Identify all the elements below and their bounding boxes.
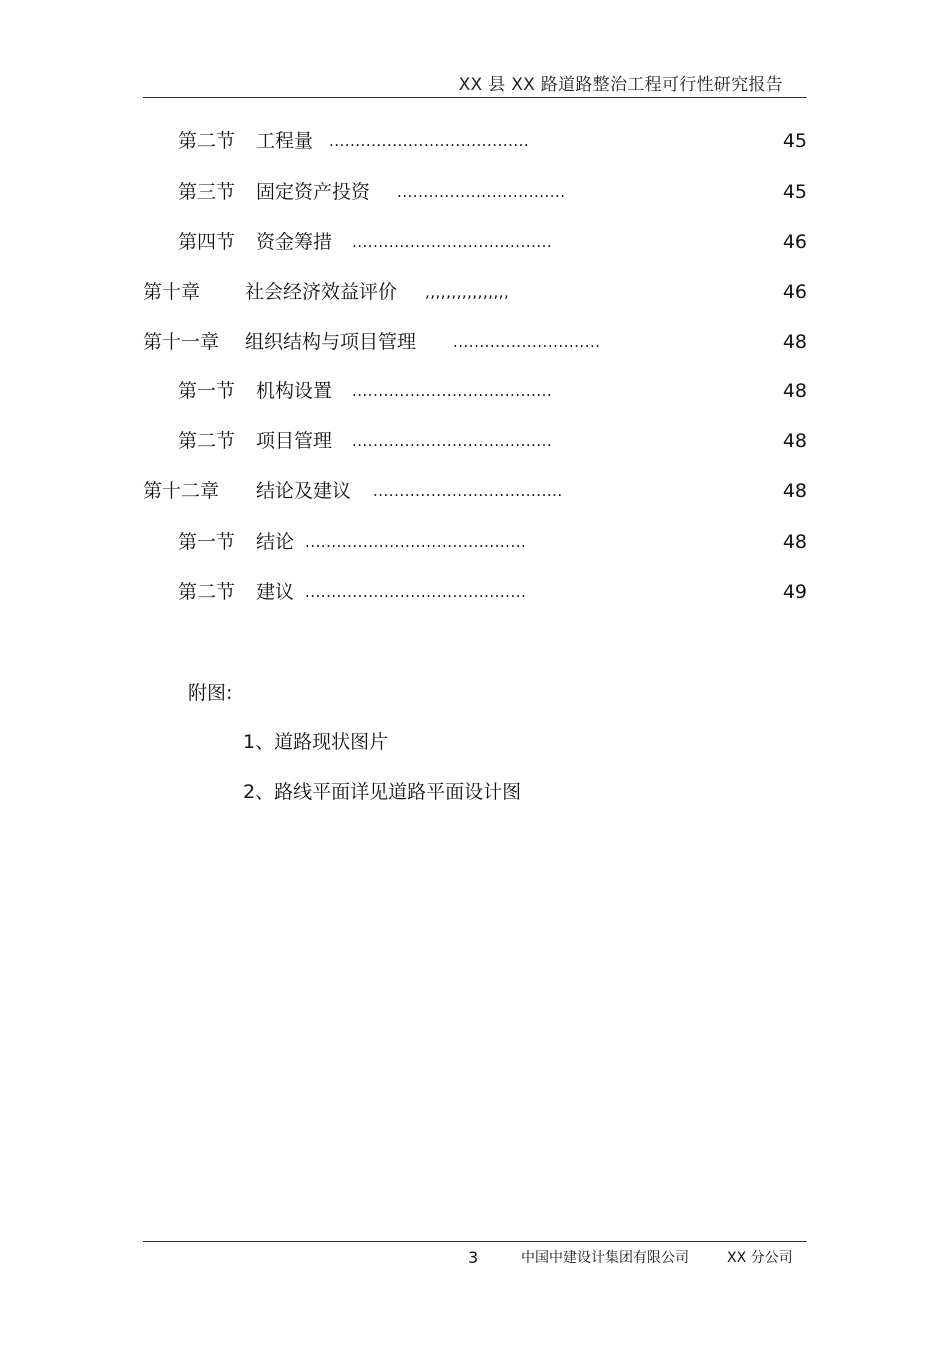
footer-divider xyxy=(143,1241,807,1242)
toc-entry-page: 48 xyxy=(782,380,807,402)
toc-entry-title: 社会经济效益评价 xyxy=(245,281,398,303)
toc-entry[interactable] xyxy=(0,476,950,506)
toc-entry[interactable] xyxy=(0,227,950,257)
toc-entry-page: 48 xyxy=(782,531,807,553)
toc-leader-dots: ,,,,,,,,,,,,,,,, xyxy=(425,283,510,301)
toc-leader-dots: .......................................... xyxy=(305,533,527,551)
toc-entry-label: 第二节 xyxy=(178,581,236,603)
toc-leader-dots: ...................................... xyxy=(352,432,553,450)
appendix-item: 1、道路现状图片 xyxy=(243,731,389,753)
header-divider xyxy=(143,97,807,98)
toc-entry-label: 第十章 xyxy=(143,281,201,303)
toc-entry-page: 48 xyxy=(782,430,807,452)
toc-entry-label: 第一节 xyxy=(178,531,236,553)
toc-entry-label: 第四节 xyxy=(178,231,236,253)
toc-entry-title: 项目管理 xyxy=(256,430,333,452)
toc-leader-dots: ...................................... xyxy=(352,382,553,400)
toc-entry-page: 48 xyxy=(782,331,807,353)
company-name: 中国中建设计集团有限公司 xyxy=(521,1250,689,1266)
toc-entry-label: 第二节 xyxy=(178,130,236,152)
branch-name: XX 分公司 xyxy=(727,1250,793,1266)
toc-entry[interactable] xyxy=(0,277,950,307)
toc-entry-title: 结论及建议 xyxy=(256,480,352,502)
toc-entry-title: 建议 xyxy=(256,581,295,603)
toc-entry[interactable] xyxy=(0,527,950,557)
toc-entry-title: 固定资产投资 xyxy=(256,181,371,203)
appendix-heading: 附图: xyxy=(188,682,233,704)
toc-entry-title: 组织结构与项目管理 xyxy=(245,331,417,353)
toc-leader-dots: ............................ xyxy=(453,333,601,351)
toc-entry-title: 资金筹措 xyxy=(256,231,333,253)
toc-leader-dots: ...................................... xyxy=(352,233,553,251)
toc-entry[interactable] xyxy=(0,177,950,207)
toc-entry-title: 工程量 xyxy=(256,130,314,152)
toc-entry-page: 48 xyxy=(782,480,807,502)
page-number: 3 xyxy=(468,1248,479,1267)
document-title: XX 县 XX 路道路整治工程可行性研究报告 xyxy=(458,75,783,95)
toc-entry-title: 结论 xyxy=(256,531,295,553)
toc-entry-page: 46 xyxy=(782,281,807,303)
toc-entry[interactable] xyxy=(0,327,950,357)
toc-entry-page: 45 xyxy=(782,181,807,203)
toc-entry-label: 第十一章 xyxy=(143,331,220,353)
toc-entry-page: 46 xyxy=(782,231,807,253)
toc-entry-title: 机构设置 xyxy=(256,380,333,402)
toc-entry-label: 第一节 xyxy=(178,380,236,402)
toc-entry[interactable] xyxy=(0,426,950,456)
toc-entry-label: 第三节 xyxy=(178,181,236,203)
appendix-item: 2、路线平面详见道路平面设计图 xyxy=(243,781,522,803)
toc-entry[interactable] xyxy=(0,577,950,607)
toc-leader-dots: .................................... xyxy=(373,482,563,500)
toc-entry[interactable] xyxy=(0,376,950,406)
toc-entry-label: 第二节 xyxy=(178,430,236,452)
toc-entry-page: 45 xyxy=(782,130,807,152)
toc-leader-dots: ................................ xyxy=(397,183,566,201)
toc-entry-page: 49 xyxy=(782,581,807,603)
toc-leader-dots: .......................................... xyxy=(305,583,527,601)
toc-entry[interactable] xyxy=(0,126,950,156)
toc-entry-label: 第十二章 xyxy=(143,480,220,502)
toc-leader-dots: ...................................... xyxy=(329,132,530,150)
